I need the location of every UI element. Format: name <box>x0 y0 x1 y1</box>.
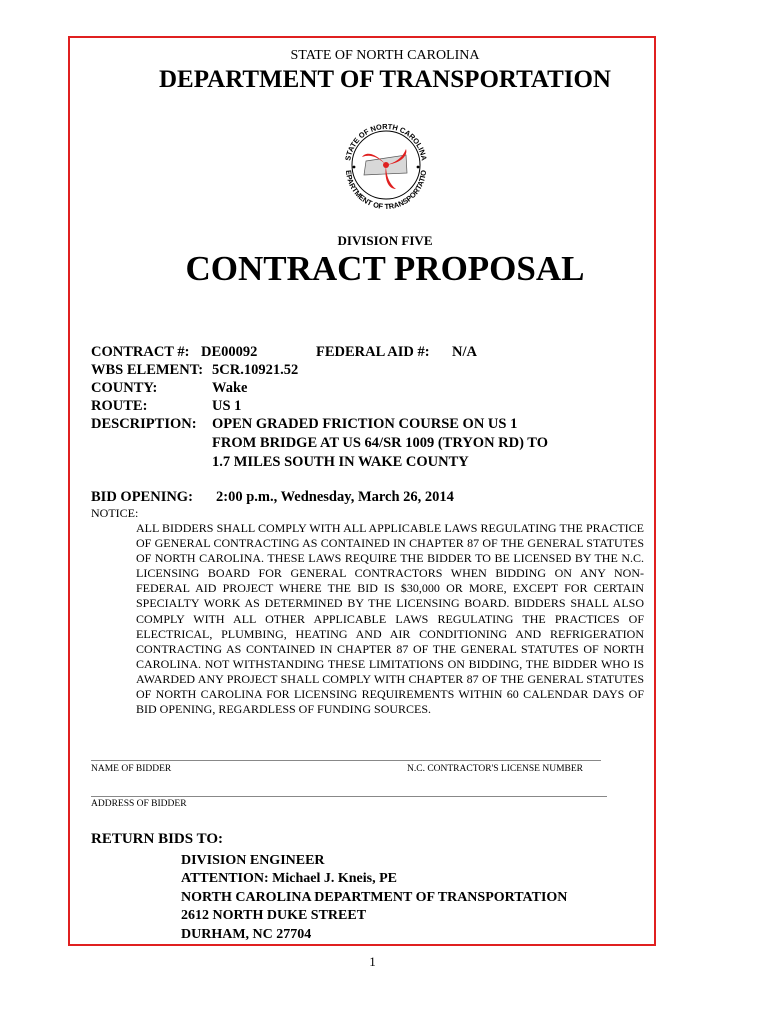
route-value: US 1 <box>212 398 242 414</box>
contract-label: CONTRACT #: <box>91 344 190 360</box>
county-value: Wake <box>212 380 248 396</box>
description-label: DESCRIPTION: <box>91 416 197 432</box>
wbs-value: 5CR.10921.52 <box>212 362 299 378</box>
route-label: ROUTE: <box>91 398 148 414</box>
county-label: COUNTY: <box>91 380 158 396</box>
description-line: 1.7 MILES SOUTH IN WAKE COUNTY <box>212 454 469 470</box>
bid-opening-label: BID OPENING: <box>91 489 193 505</box>
ncdot-seal <box>336 115 436 215</box>
notice-text: ALL BIDDERS SHALL COMPLY WITH ALL APPLICABLE LAWS REGULATING THE PRACTICE OF GENERAL CONTRACTING AS CONTAINED IN CHAPTER 87 OF THE GENERAL STATUTES OF NORTH CAROLINA. THESE LAWS REQUIRE THE BIDDER TO BE LICENSED BY THE N.C. LICENSING BOARD FOR GENERAL CONTRACTORS WHEN BIDDING ON ANY NON-FEDERAL AID PROJECT WHERE THE BID IS $30,000 OR MORE, EXCEPT FOR CERTAIN SPECIALTY WORK AS DETERMINED BY THE LICENSING BOARD. BIDDERS SHALL ALSO COMPLY WITH ALL OTHER APPLICABLE LAWS REGULATING THE PRACTICES OF ELECTRICAL, PLUMBING, HEATING AND AIR CONDITIONING AND REFRIGERATION CONTRACTING AS CONTAINED IN CHAPTER 87 OF THE GENERAL STATUTES OF NORTH CAROLINA. NOT WITHSTANDING THESE LIMITATIONS ON BIDDING, THE BIDDER WHO IS AWARDED ANY PROJECT SHALL COMPLY WITH CHAPTER 87 OF THE GENERAL STATUTES OF NORTH CAROLINA FOR LICENSING REQUIREMENTS WITHIN 60 CALENDAR DAYS OF BID OPENING, REGARDLESS OF FUNDING SOURCES. <box>136 521 644 717</box>
return-address-line: ATTENTION: Michael J. Kneis, PE <box>181 871 397 887</box>
bidder-address-line[interactable] <box>91 796 607 797</box>
license-number-label: N.C. CONTRACTOR'S LICENSE NUMBER <box>407 764 583 774</box>
seal-bottom-text: EPARTMENT OF TRANSPORTATIO <box>343 169 429 212</box>
federal-aid-label: FEDERAL AID #: <box>316 344 430 360</box>
description-line: OPEN GRADED FRICTION COURSE ON US 1 <box>212 416 518 432</box>
division-heading: DIVISION FIVE <box>337 233 433 248</box>
notice-label: NOTICE: <box>91 506 139 520</box>
page-number: 1 <box>369 954 376 969</box>
department-heading: DEPARTMENT OF TRANSPORTATION <box>159 66 611 93</box>
bidder-name-line[interactable] <box>91 760 601 761</box>
return-address-line: DURHAM, NC 27704 <box>181 926 312 942</box>
federal-aid-value: N/A <box>452 344 477 360</box>
document-title: CONTRACT PROPOSAL <box>185 249 585 288</box>
bid-opening-value: 2:00 p.m., Wednesday, March 26, 2014 <box>216 489 454 505</box>
return-address-line: NORTH CAROLINA DEPARTMENT OF TRANSPORTATION <box>181 889 568 905</box>
description-line: FROM BRIDGE AT US 64/SR 1009 (TRYON RD) TO <box>212 435 548 451</box>
seal-top-text: STATE OF NORTH CAROLINA <box>343 121 429 162</box>
return-address-line: DIVISION ENGINEER <box>181 853 325 868</box>
return-address-line: 2612 NORTH DUKE STREET <box>181 908 367 924</box>
state-heading: STATE OF NORTH CAROLINA <box>290 48 480 63</box>
return-address <box>181 852 567 944</box>
wbs-label: WBS ELEMENT: <box>91 362 204 378</box>
return-bids-label: RETURN BIDS TO: <box>91 831 223 847</box>
contract-value: DE00092 <box>201 344 258 360</box>
seal-graphic <box>336 115 436 215</box>
bidder-address-label: ADDRESS OF BIDDER <box>91 799 187 809</box>
bidder-name-label: NAME OF BIDDER <box>91 764 172 774</box>
